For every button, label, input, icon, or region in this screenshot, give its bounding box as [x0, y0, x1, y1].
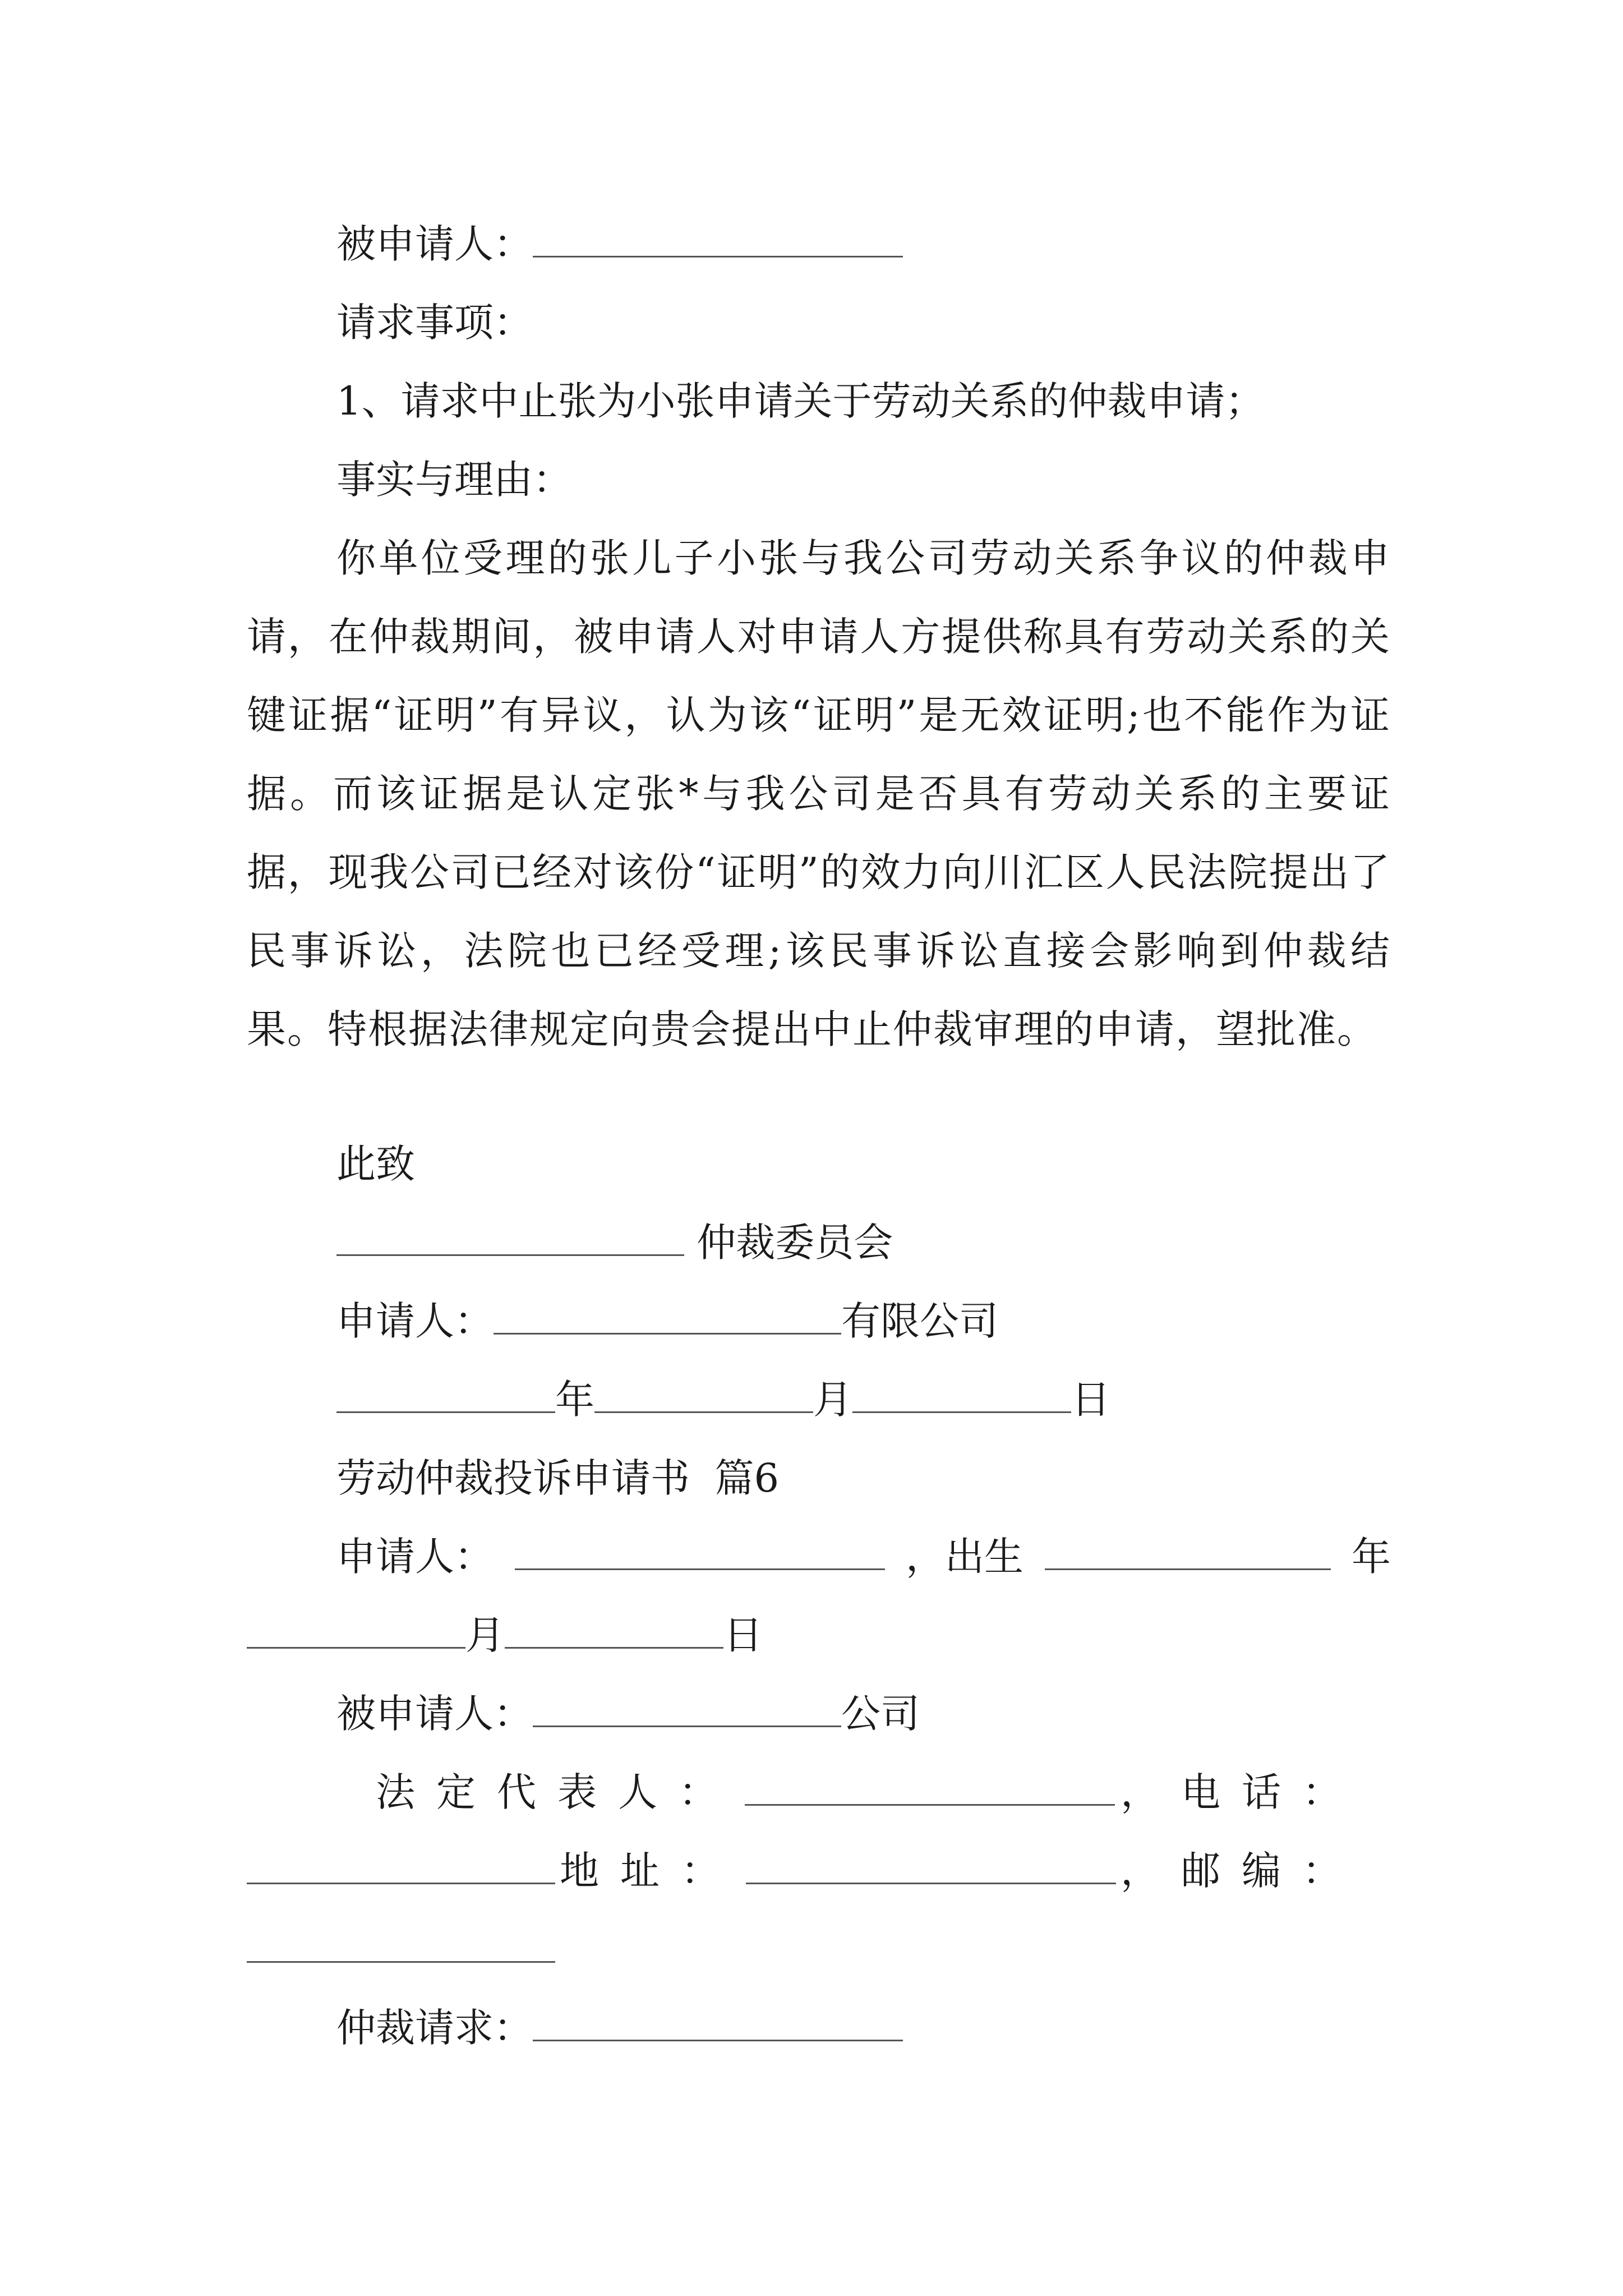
respondent-line [336, 205, 1391, 283]
applicant-blank [494, 1298, 841, 1335]
claim-item-1: 1、请求中止张为小张申请关于劳动关系的仲裁申请； [336, 378, 1265, 424]
committee-blank [336, 1220, 684, 1256]
legal-rep-label: 法定代表人： [376, 1769, 739, 1815]
legal-rep-line [376, 1753, 1363, 1832]
claims-heading: 请求事项： [336, 300, 533, 346]
born-month-blank [247, 1612, 465, 1649]
address-label: 地址： [560, 1848, 741, 1894]
company-suffix: 有限公司 [841, 1298, 998, 1344]
born-date-line [247, 1596, 1391, 1674]
respondent-label: 被申请人： [336, 221, 533, 267]
day-label: 日 [1071, 1377, 1110, 1423]
phone-blank [247, 1848, 555, 1884]
born-year-label: 年 [1352, 1534, 1391, 1580]
month-label: 月 [813, 1377, 852, 1423]
respondent-blank [533, 221, 903, 257]
born-label: ，出生 [906, 1534, 1023, 1580]
company2-suffix: 公司 [841, 1691, 920, 1737]
year-blank [336, 1377, 555, 1413]
born-month-label: 月 [465, 1612, 505, 1658]
arb-request-blank [533, 2005, 903, 2041]
respondent2-line [336, 1674, 1391, 1753]
closing: 此致 [336, 1141, 415, 1187]
phone-label: ，电话： [1121, 1769, 1363, 1815]
applicant2-line [336, 1517, 1391, 1596]
year-label: 年 [555, 1377, 594, 1423]
committee-label: 仲裁委员会 [697, 1220, 893, 1266]
applicant-line [336, 1282, 1391, 1360]
date-line [336, 1360, 1391, 1439]
born-day-blank [505, 1612, 723, 1649]
applicant-label: 申请人： [336, 1298, 494, 1344]
applicant2-label: 申请人： [336, 1534, 494, 1580]
address-blank [746, 1848, 1116, 1884]
born-year-blank [1045, 1534, 1331, 1570]
postcode-line [247, 1910, 1391, 1989]
committee-line [336, 1203, 1391, 1282]
facts-heading: 事实与理由： [336, 457, 572, 503]
section-title: 劳动仲裁投诉申请书 篇6 [336, 1455, 780, 1501]
respondent2-blank [533, 1691, 841, 1727]
month-blank [594, 1377, 813, 1413]
applicant2-blank [515, 1534, 885, 1570]
legal-rep-blank [745, 1769, 1115, 1806]
arb-request-label: 仲裁请求： [336, 2005, 533, 2051]
day-blank [852, 1377, 1071, 1413]
facts-paragraph: 你单位受理的张儿子小张与我公司劳动关系争议的仲裁申请，在仲裁期间，被申请人对申请人方提供称具有劳动关系的关键证据“证明”有异议，认为该“证明”是无效证明;也不能作为证据。而该证据是认定张*与我公司是否具有劳动关系的主要证据，现我公司已经对该份“证明”的效力向川汇区人民法院提出了民事诉讼，法院也已经受理;该民事诉讼直接会影响到仲裁结果。特根据法律规定向贵会提出中止仲裁审理的申请，望批准。 [247, 535, 1391, 1052]
respondent2-label: 被申请人： [336, 1691, 533, 1737]
postcode-blank [247, 1926, 555, 1963]
postcode-label: ，邮编： [1121, 1848, 1363, 1894]
address-line [247, 1832, 1363, 1910]
arb-request-line [336, 1989, 1391, 2067]
born-day-label: 日 [723, 1612, 763, 1658]
